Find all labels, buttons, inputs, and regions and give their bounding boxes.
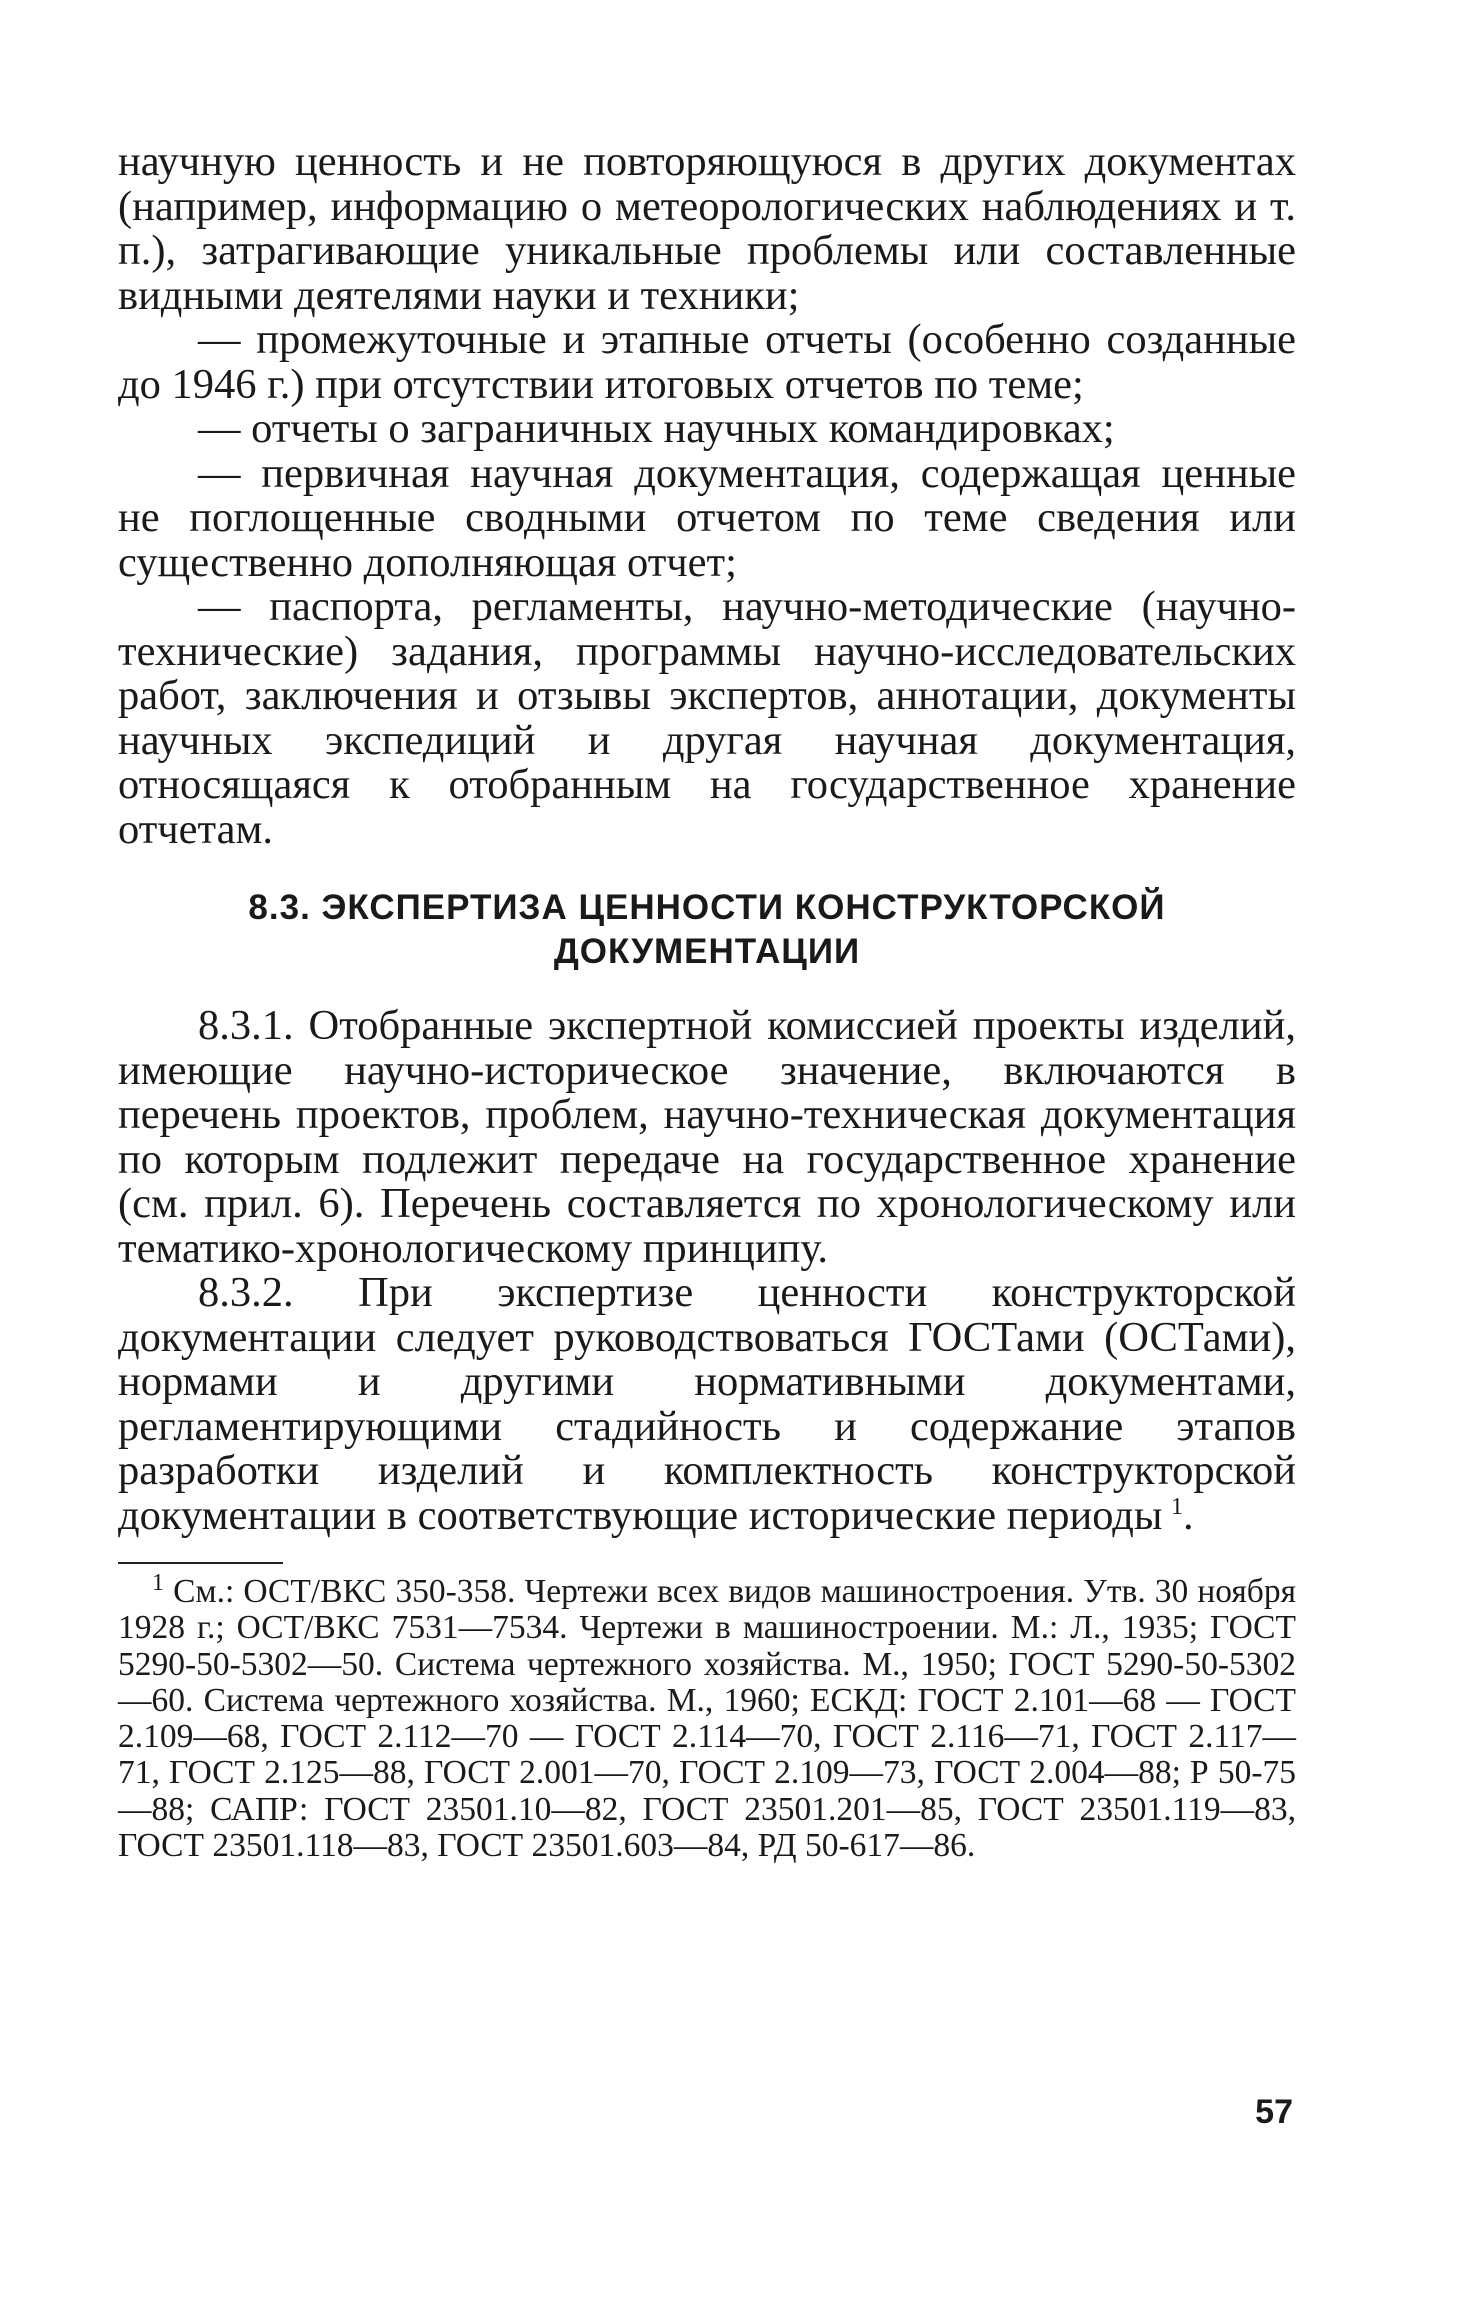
footnote-text: См.: ОСТ/ВКС 350-358. Чертежи всех видов машиностроения. Утв. 30 ноября 1928 г.; ОСТ/ВКС 7531—7534. Чертежи в машиностроении. М.: Л., 1935; ГОСТ 5290-50-5302—50. Система чертежного хозяйства. М., 1950; ГОСТ 5290-50-5302—60. Система чертежного хозяйства. М., 1960; ЕСКД: ГОСТ 2.101—68 — ГОСТ 2.109—68, ГОСТ 2.112—70 — ГОСТ 2.114—70, ГОСТ 2.116—71, ГОСТ 2.117—71, ГОСТ 2.125—88, ГОСТ 2.001—70, ГОСТ 2.109—73, ГОСТ 2.004—88; Р 50-75—88; САПР: ГОСТ 23501.10—82, ГОСТ 23501.201—85, ГОСТ 23501.119—83, ГОСТ 23501.118—83, ГОСТ 23501.603—84, РД 50-617—86. bbox=[118, 1573, 1297, 1865]
list-item-foreign-trips: — отчеты о заграничных научных командировках; bbox=[198, 405, 1115, 452]
footnote-divider bbox=[118, 1562, 283, 1564]
paragraph-continuation: научную ценность и не повторяющуюся в других документах (например, информацию о метеорологических наблюдениях и т. п.), затрагивающие уникальные проблемы или составленные видными деятелями науки и техники; bbox=[118, 138, 1296, 319]
list-item-passports-regulations: — паспорта, регламенты, научно-методические (научно-технические) задания, программы научно-исследовательских работ, заключения и отзывы экспертов, аннотации, документы научных экспедиций и другая научная документация, относящаяся к отобранным на государственное хранение отчетам. bbox=[118, 583, 1296, 853]
footnote-mark: 1 bbox=[152, 1569, 164, 1596]
list-item-primary-documentation: — первичная научная документация, содержащая ценные не поглощенные сводными отчетом по теме сведения или существенно дополняющая отчет; bbox=[118, 449, 1296, 586]
footnote-reference: 1 bbox=[1171, 1493, 1184, 1520]
section-heading-line-1: 8.3. ЭКСПЕРТИЗА ЦЕННОСТИ КОНСТРУКТОРСКОЙ bbox=[248, 888, 1166, 927]
list-item-interim-reports: — промежуточные и этапные отчеты (особенно созданные до 1946 г.) при отсутствии итоговых отчетов по теме; bbox=[118, 316, 1296, 408]
page-number: 57 bbox=[1255, 2093, 1293, 2131]
paragraph-8-3-2: 8.3.2. При экспертизе ценности конструкторской документации следует руководствоваться ГОСТами (ОСТами), нормами и другими нормативными документами, регламентирующими стадийность и содержание этапов разработки изделий и комплектность конструкторской документации в соответствующие исторические периоды $^1$. bbox=[118, 1269, 1296, 1539]
paragraph-8-3-2-text: 8.3.2. При экспертизе ценности конструкторской документации следует руководствоваться ГОСТами (ОСТами), нормами и другими нормативными документами, регламентирующими стадийность и содержание этапов разработки изделий и комплектность конструкторской документации в соответствующие исторические периоды bbox=[118, 1269, 1296, 1539]
document-page bbox=[118, 140, 1296, 1864]
footnote bbox=[118, 1569, 1297, 1865]
paragraph-8-3-1: 8.3.1. Отобранные экспертной комиссией проекты изделий, имеющие научно-историческое значение, включаются в перечень проектов, проблем, научно-техническая документация по которым подлежит передаче на государственное хранение (см. прил. 6). Перечень составляется по хронологическому или тематико-хронологическому принципу. bbox=[118, 1002, 1296, 1272]
section-heading bbox=[118, 886, 1296, 974]
section-heading-line-2: ДОКУМЕНТАЦИИ bbox=[553, 932, 861, 971]
